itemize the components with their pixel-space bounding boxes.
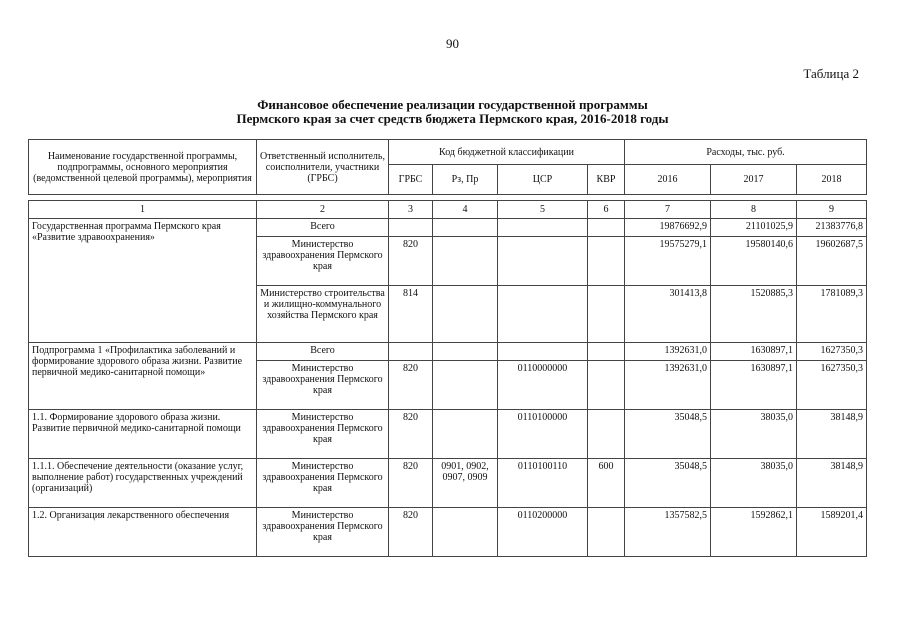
table-row bbox=[29, 459, 867, 508]
row-csr bbox=[498, 286, 588, 343]
row-kvr bbox=[588, 343, 625, 361]
header-csr: ЦСР bbox=[498, 165, 588, 195]
row-name: Подпрограмма 1 «Профилактика заболеваний и формирование здорового образа жизни. Развитие первичной медико-санитарной помощи» bbox=[29, 343, 257, 410]
col-num: 2 bbox=[257, 201, 389, 219]
row-2016: 19876692,9 bbox=[625, 219, 711, 237]
row-csr: 0110100110 bbox=[498, 459, 588, 508]
col-num: 1 bbox=[29, 201, 257, 219]
row-rz-pr bbox=[433, 237, 498, 286]
row-2016: 1357582,5 bbox=[625, 508, 711, 557]
row-executor: Министерство здравоохранения Пермского края bbox=[257, 508, 389, 557]
row-name: 1.1.1. Обеспечение деятельности (оказание услуг, выполнение работ) государственных учреждений (организаций) bbox=[29, 459, 257, 508]
row-2016: 19575279,1 bbox=[625, 237, 711, 286]
row-rz-pr bbox=[433, 508, 498, 557]
row-executor: Всего bbox=[257, 343, 389, 361]
row-2016: 1392631,0 bbox=[625, 343, 711, 361]
row-rz-pr bbox=[433, 219, 498, 237]
row-2017: 1592862,1 bbox=[711, 508, 797, 557]
row-2018: 1781089,3 bbox=[797, 286, 867, 343]
financing-table bbox=[28, 139, 867, 557]
row-2018: 38148,9 bbox=[797, 410, 867, 459]
row-kvr bbox=[588, 237, 625, 286]
col-num: 4 bbox=[433, 201, 498, 219]
col-num: 7 bbox=[625, 201, 711, 219]
table-label: Таблица 2 bbox=[803, 66, 859, 81]
header-2017: 2017 bbox=[711, 165, 797, 195]
col-num: 5 bbox=[498, 201, 588, 219]
row-2018: 19602687,5 bbox=[797, 237, 867, 286]
row-executor: Министерство здравоохранения Пермского края bbox=[257, 459, 389, 508]
row-grbs: 814 bbox=[389, 286, 433, 343]
row-2017: 38035,0 bbox=[711, 459, 797, 508]
row-kvr bbox=[588, 219, 625, 237]
row-2016: 35048,5 bbox=[625, 410, 711, 459]
row-csr: 0110000000 bbox=[498, 361, 588, 410]
header-grbs: ГРБС bbox=[389, 165, 433, 195]
row-2016: 1392631,0 bbox=[625, 361, 711, 410]
row-2018: 38148,9 bbox=[797, 459, 867, 508]
row-executor: Министерство здравоохранения Пермского края bbox=[257, 410, 389, 459]
document-title bbox=[0, 98, 905, 126]
header-expenses: Расходы, тыс. руб. bbox=[625, 140, 867, 165]
title-line-2: Пермского края за счет средств бюджета Пермского края, 2016-2018 годы bbox=[236, 111, 669, 126]
row-2016: 301413,8 bbox=[625, 286, 711, 343]
row-grbs: 820 bbox=[389, 459, 433, 508]
col-num: 6 bbox=[588, 201, 625, 219]
header-2016: 2016 bbox=[625, 165, 711, 195]
row-grbs: 820 bbox=[389, 410, 433, 459]
row-2016: 35048,5 bbox=[625, 459, 711, 508]
row-csr: 0110200000 bbox=[498, 508, 588, 557]
col-num: 8 bbox=[711, 201, 797, 219]
row-2017: 19580140,6 bbox=[711, 237, 797, 286]
header-rz-pr: Рз, Пр bbox=[433, 165, 498, 195]
row-rz-pr bbox=[433, 361, 498, 410]
row-2018: 1627350,3 bbox=[797, 343, 867, 361]
header-2018: 2018 bbox=[797, 165, 867, 195]
row-2017: 38035,0 bbox=[711, 410, 797, 459]
row-rz-pr bbox=[433, 343, 498, 361]
table-row bbox=[29, 219, 867, 237]
table-row bbox=[29, 508, 867, 557]
row-executor: Всего bbox=[257, 219, 389, 237]
table-row bbox=[29, 410, 867, 459]
row-executor: Министерство здравоохранения Пермского края bbox=[257, 361, 389, 410]
row-csr bbox=[498, 343, 588, 361]
row-kvr: 600 bbox=[588, 459, 625, 508]
row-executor: Министерство здравоохранения Пермского края bbox=[257, 237, 389, 286]
header-kvr: КВР bbox=[588, 165, 625, 195]
header-executor: Ответственный исполнитель, соисполнители, участники (ГРБС) bbox=[257, 140, 389, 195]
col-num: 9 bbox=[797, 201, 867, 219]
row-name: 1.2. Организация лекарственного обеспечения bbox=[29, 508, 257, 557]
row-2017: 1520885,3 bbox=[711, 286, 797, 343]
row-name: Государственная программа Пермского края «Развитие здравоохранения» bbox=[29, 219, 257, 343]
row-kvr bbox=[588, 508, 625, 557]
row-csr: 0110100000 bbox=[498, 410, 588, 459]
row-csr bbox=[498, 219, 588, 237]
row-grbs: 820 bbox=[389, 361, 433, 410]
row-kvr bbox=[588, 410, 625, 459]
col-num: 3 bbox=[389, 201, 433, 219]
row-grbs: 820 bbox=[389, 237, 433, 286]
column-number-row bbox=[29, 201, 867, 219]
row-kvr bbox=[588, 361, 625, 410]
row-rz-pr bbox=[433, 410, 498, 459]
row-2018: 1627350,3 bbox=[797, 361, 867, 410]
table-row bbox=[29, 343, 867, 361]
row-csr bbox=[498, 237, 588, 286]
row-grbs: 820 bbox=[389, 508, 433, 557]
row-grbs bbox=[389, 343, 433, 361]
row-name: 1.1. Формирование здорового образа жизни. Развитие первичной медико-санитарной помощи bbox=[29, 410, 257, 459]
row-grbs bbox=[389, 219, 433, 237]
header-name: Наименование государственной программы, подпрограммы, основного мероприятия (ведомственной целевой программы), мероприятия bbox=[29, 140, 257, 195]
row-2018: 21383776,8 bbox=[797, 219, 867, 237]
row-2017: 21101025,9 bbox=[711, 219, 797, 237]
header-budget-code: Код бюджетной классификации bbox=[389, 140, 625, 165]
row-rz-pr: 0901, 0902, 0907, 0909 bbox=[433, 459, 498, 508]
row-kvr bbox=[588, 286, 625, 343]
row-executor: Министерство строительства и жилищно-коммунального хозяйства Пермского края bbox=[257, 286, 389, 343]
row-rz-pr bbox=[433, 286, 498, 343]
row-2017: 1630897,1 bbox=[711, 343, 797, 361]
title-line-1: Финансовое обеспечение реализации государственной программы bbox=[257, 97, 648, 112]
row-2017: 1630897,1 bbox=[711, 361, 797, 410]
row-2018: 1589201,4 bbox=[797, 508, 867, 557]
page-number: 90 bbox=[446, 36, 459, 51]
